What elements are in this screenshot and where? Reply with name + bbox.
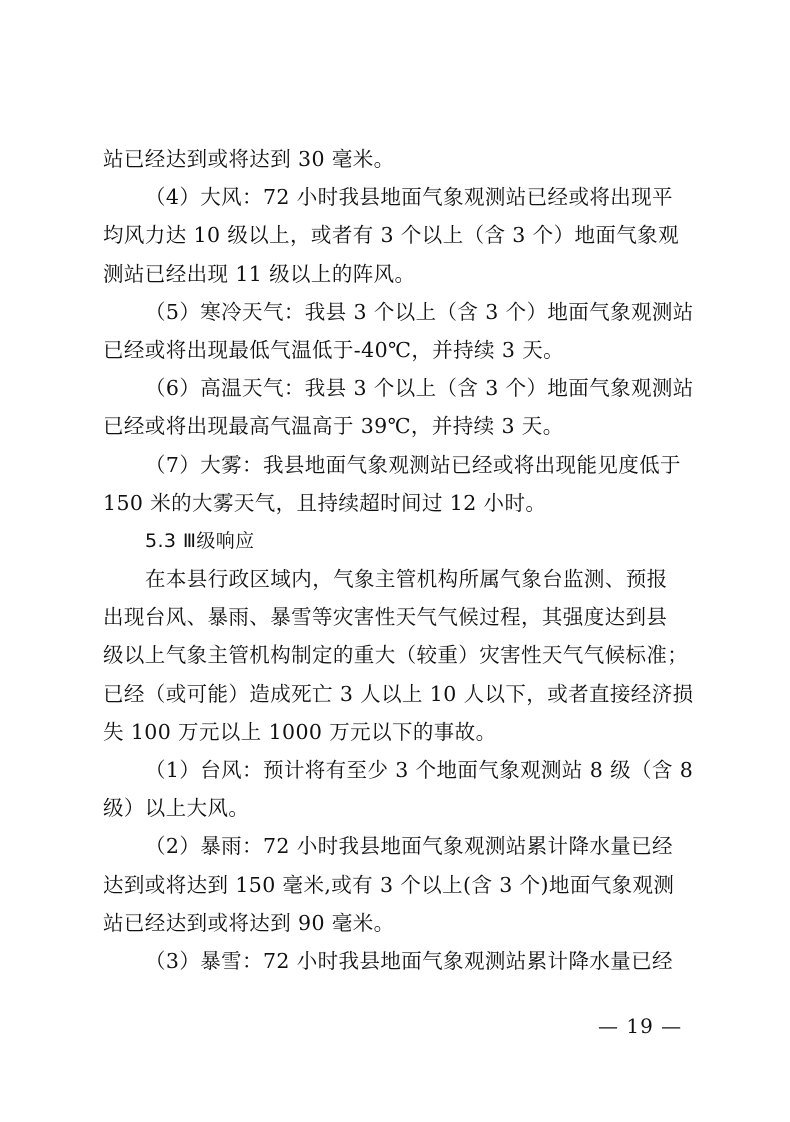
text-line: 150 米的大雾天气，且持续超时间过 12 小时。 [103,490,547,515]
section-heading: 5.3 Ⅲ级响应 [145,529,255,552]
text-line: 站已经达到或将达到 30 毫米。 [103,147,395,171]
text-line: （6）高温天气：我县 3 个以上（含 3 个）地面气象观测站 [145,376,694,401]
text-line: 已经或将出现最低气温低于-40℃，并持续 3 天。 [103,337,565,362]
text-line: （1）台风：预计将有至少 3 个地面气象观测站 8 级（含 8 [145,758,694,782]
text-line: 已经（或可能）造成死亡 3 人以上 10 人以下，或者直接经济损 [103,681,694,706]
text-line: （5）寒冷天气：我县 3 个以上（含 3 个）地面气象观测站 [145,299,694,324]
text-line: 级以上气象主管机构制定的重大（较重）灾害性天气气候标准； [103,643,689,668]
text-line: 在本县行政区域内，气象主管机构所属气象台监测、预报 [145,567,668,592]
text-line: 失 100 万元以上 1000 万元以下的事故。 [103,719,497,744]
text-line: 站已经达到或将达到 90 毫米。 [103,910,395,935]
text-line: 达到或将达到 150 毫米,或有 3 个以上(含 3 个)地面气象观测 [103,872,675,897]
body-text [103,140,694,980]
text-line: 出现台风、暴雨、暴雪等灾害性天气气候过程，其强度达到县 [103,605,668,630]
text-line: 已经或将出现最高气温高于 39℃，并持续 3 天。 [103,414,564,439]
text-line: （7）大雾：我县地面气象观测站已经或将出现能见度低于 [145,452,681,477]
text-line: 均风力达 10 级以上，或者有 3 个以上（含 3 个）地面气象观 [103,223,679,248]
text-line: （3）暴雪：72 小时我县地面气象观测站累计降水量已经 [145,948,673,973]
text-line: 级）以上大风。 [103,796,250,821]
text-line: （4）大风：72 小时我县地面气象观测站已经或将出现平 [145,185,673,210]
text-line: 测站已经出现 11 级以上的阵风。 [103,261,416,286]
text-line: （2）暴雨：72 小时我县地面气象观测站累计降水量已经 [145,834,673,859]
page-number: — 19 — [598,1014,683,1038]
